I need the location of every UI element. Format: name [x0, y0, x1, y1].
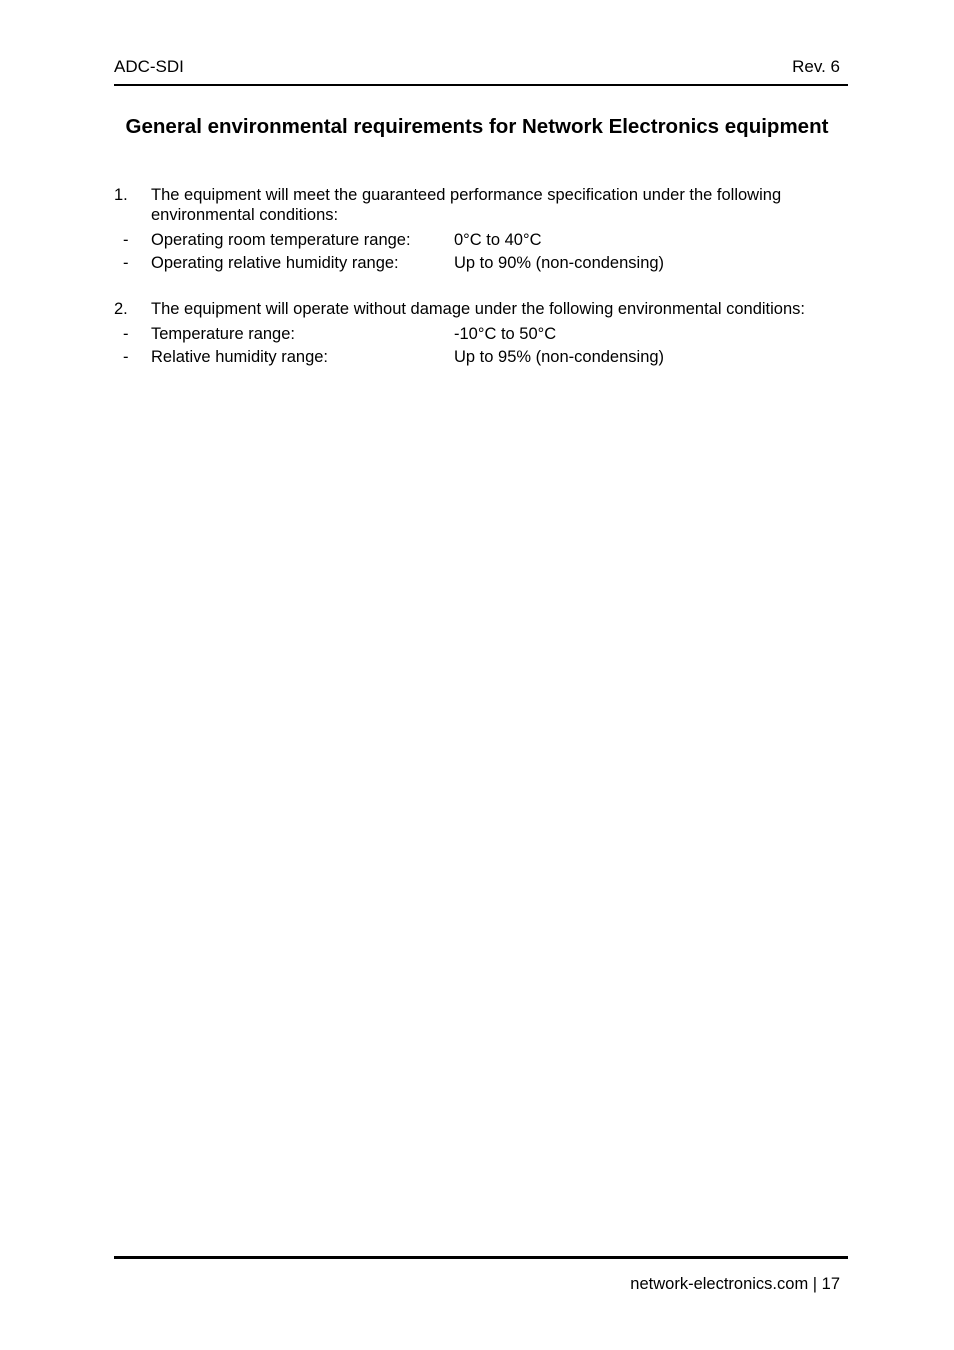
page-title: General environmental requirements for Network Electronics equipment	[125, 115, 829, 138]
requirement-row	[114, 229, 840, 252]
footer-page-reference: network-electronics.com | 17	[630, 1275, 840, 1293]
requirement-label: Relative humidity range:	[151, 348, 329, 366]
requirement-label: Temperature range:	[151, 325, 295, 343]
requirement-section-2	[114, 299, 840, 369]
numbered-paragraph	[114, 299, 840, 319]
numbered-paragraph	[114, 185, 840, 225]
paragraph-number: 2.	[114, 300, 128, 318]
bullet-dash: -	[123, 325, 129, 343]
page-footer	[114, 1256, 848, 1293]
requirement-label: Operating room temperature range:	[151, 231, 411, 249]
requirement-section-1	[114, 185, 840, 275]
paragraph-number: 1.	[114, 186, 128, 204]
document-id: ADC-SDI	[114, 57, 184, 76]
requirement-row	[114, 252, 840, 275]
requirement-label: Operating relative humidity range:	[151, 254, 399, 272]
bullet-dash: -	[123, 348, 129, 366]
requirement-row	[114, 323, 840, 346]
page-header	[114, 56, 848, 86]
paragraph-text: The equipment will meet the guaranteed performance specification under the following environmental conditions:	[151, 186, 782, 224]
requirement-value: Up to 90% (non-condensing)	[454, 254, 665, 272]
paragraph-text: The equipment will operate without damage under the following environmental conditions:	[151, 300, 805, 318]
bullet-dash: -	[123, 231, 129, 249]
bullet-dash: -	[123, 254, 129, 272]
revision-label: Rev. 6	[792, 57, 840, 76]
requirement-row	[114, 346, 840, 369]
requirement-value: Up to 95% (non-condensing)	[454, 348, 665, 366]
requirement-value: -10°C to 50°C	[454, 325, 557, 343]
requirement-value: 0°C to 40°C	[454, 231, 542, 249]
